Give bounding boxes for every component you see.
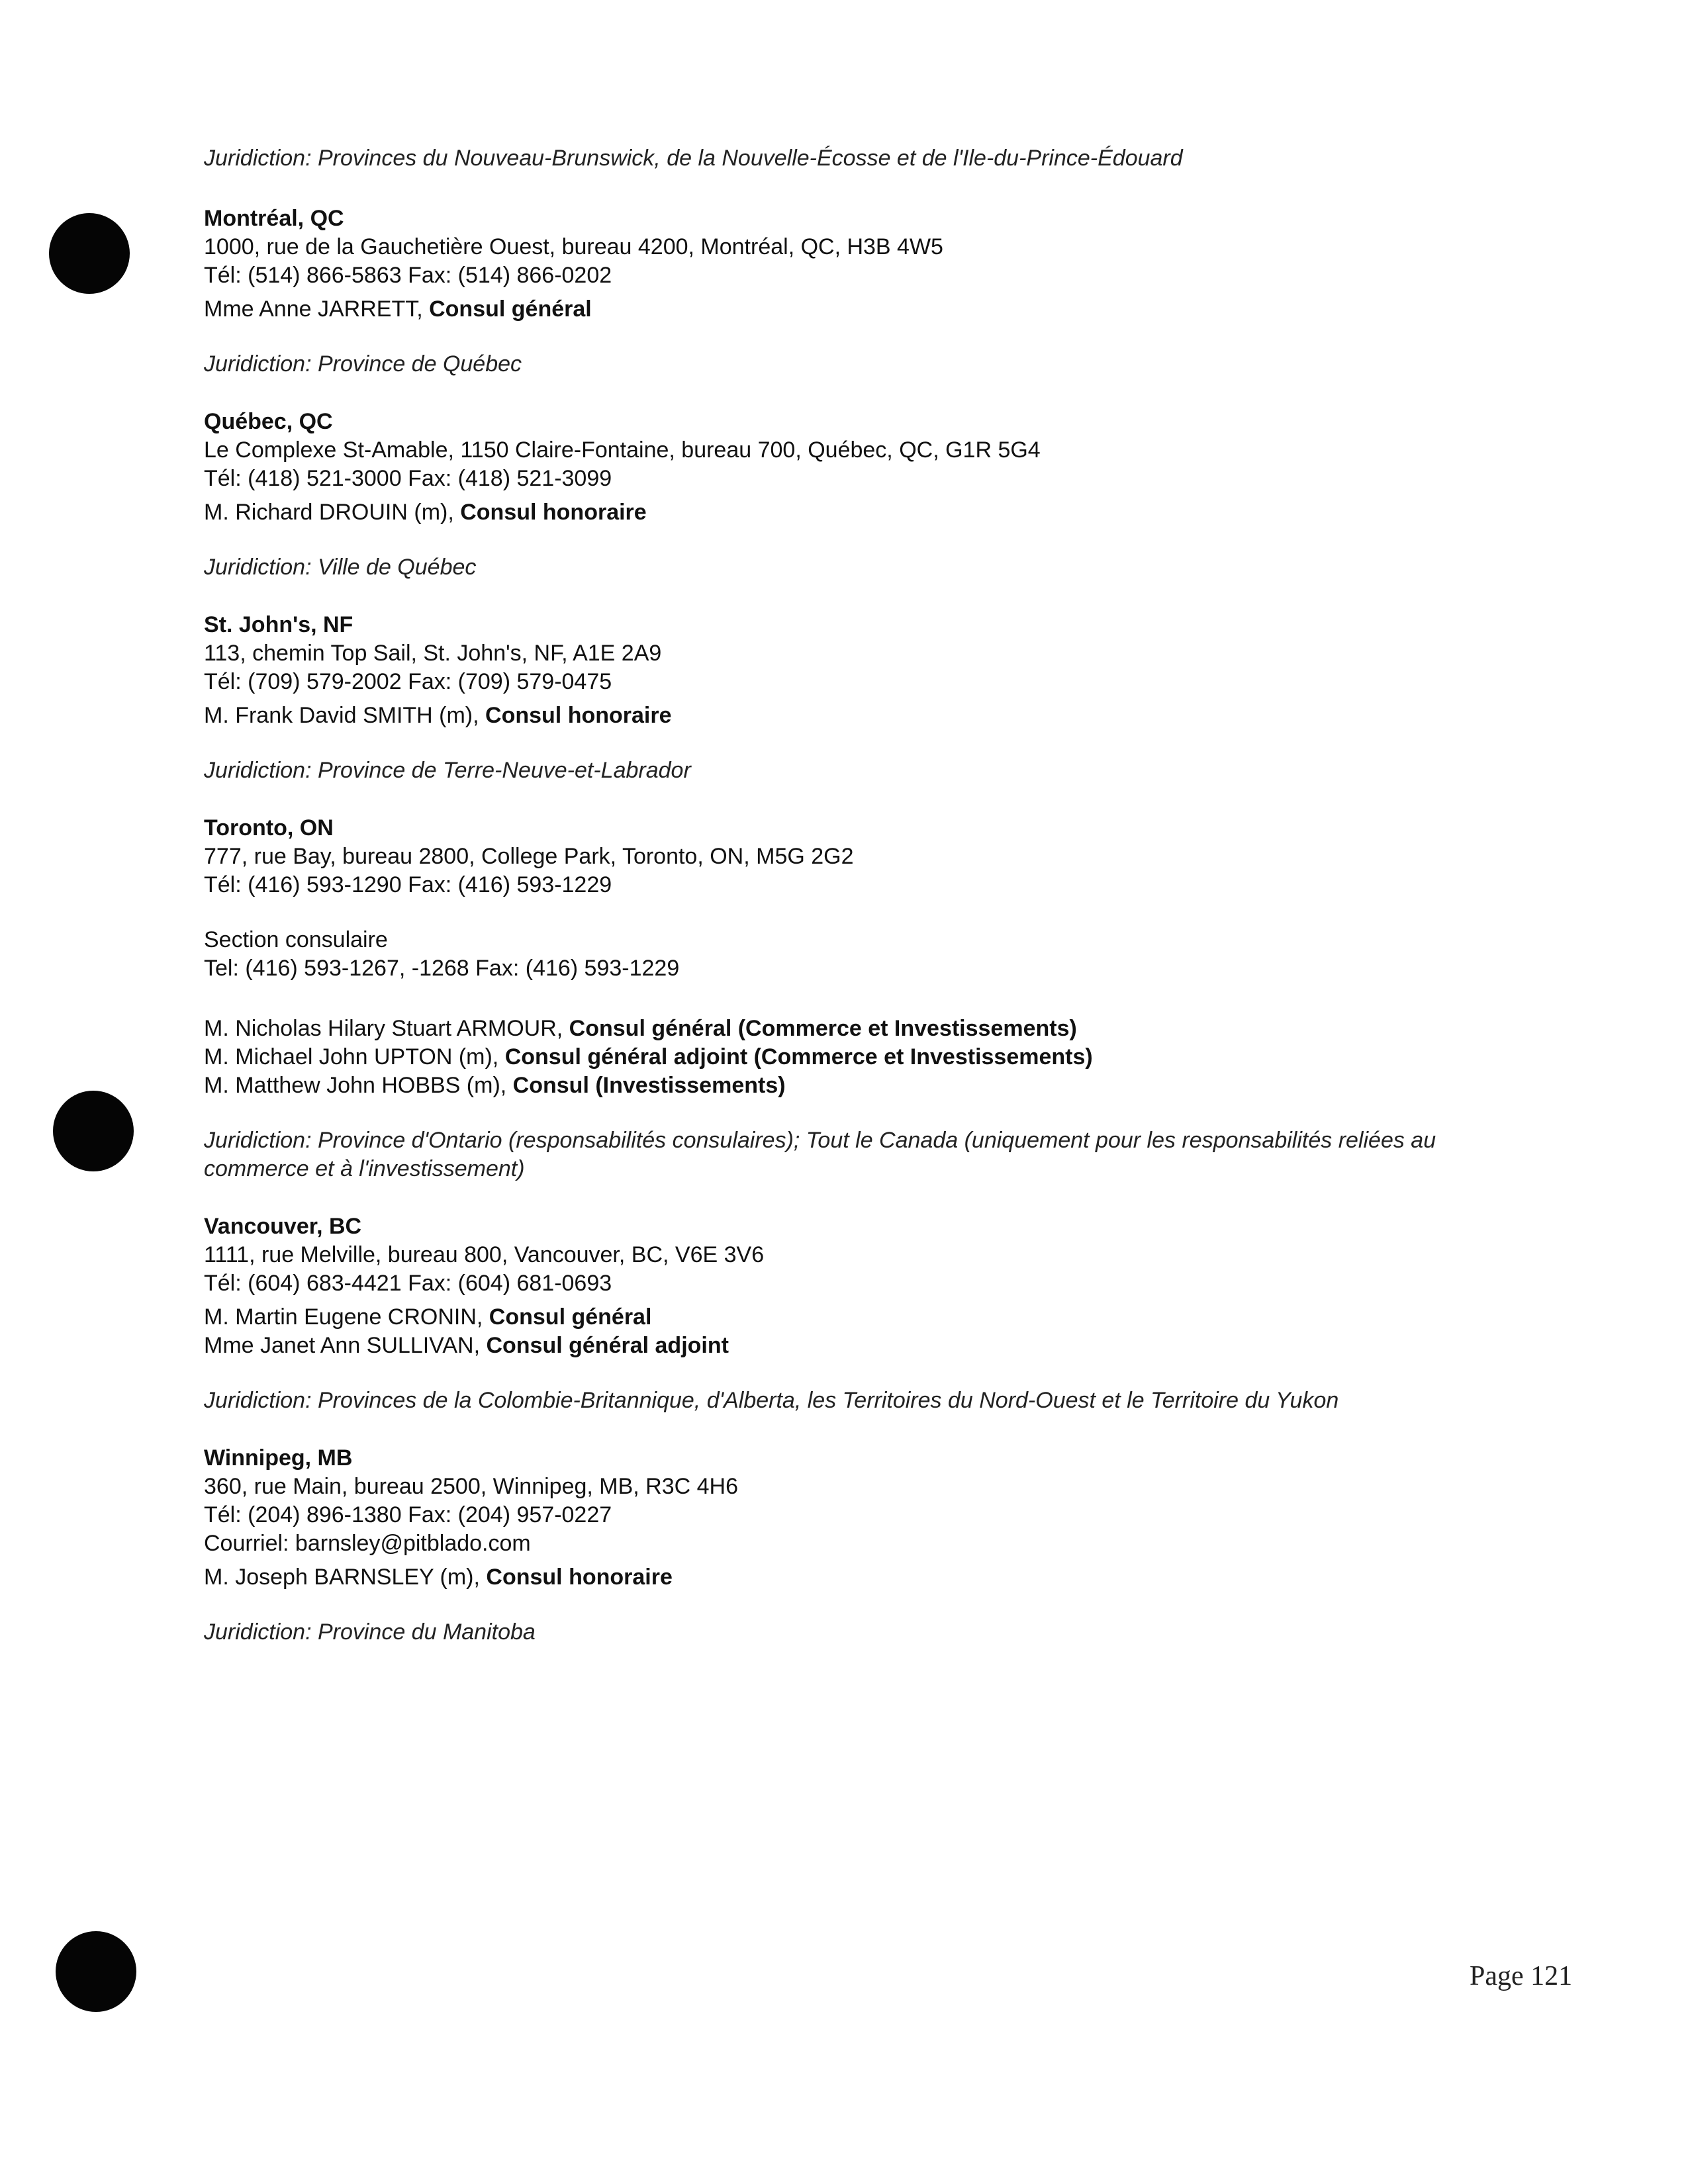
page-number: Page 121 — [1470, 1961, 1573, 1991]
official-name: M. Richard DROUIN (m), — [204, 500, 461, 525]
official-name: M. Martin Eugene CRONIN, — [204, 1304, 489, 1330]
jurisdiction: Juridiction: Province d'Ontario (responsabilités consulaires); Tout le Canada (uniquement pour les responsabilités reliées au commerce et à l'investissement) — [204, 1128, 1436, 1181]
official-title: Consul honoraire — [486, 1565, 673, 1590]
official-title: Consul honoraire — [485, 703, 672, 728]
city-heading: St. John's, NF — [204, 612, 353, 637]
punch-hole-bottom — [56, 1931, 136, 2012]
official-title: Consul général — [489, 1304, 652, 1330]
officials — [204, 498, 1594, 527]
consulate-list — [204, 144, 1594, 1676]
consulate-entry-quebec — [204, 408, 1594, 582]
section-phone-fax: Tel: (416) 593-1267, -1268 Fax: (416) 593-1229 — [204, 956, 680, 981]
city-heading: Montréal, QC — [204, 206, 344, 231]
consulate-entry-st-johns — [204, 611, 1594, 785]
consulate-entry-vancouver — [204, 1212, 1594, 1415]
punch-hole-middle — [53, 1091, 134, 1171]
official-name: M. Joseph BARNSLEY (m), — [204, 1565, 487, 1590]
official — [204, 1332, 1594, 1360]
city-heading: Toronto, ON — [204, 815, 334, 841]
official-name: Mme Janet Ann SULLIVAN, — [204, 1333, 487, 1358]
address: 1111, rue Melville, bureau 800, Vancouver, BC, V6E 3V6 — [204, 1242, 765, 1267]
officials — [204, 1015, 1594, 1100]
official — [204, 702, 1594, 730]
official-title: Consul (Investissements) — [512, 1073, 786, 1098]
city-heading: Winnipeg, MB — [204, 1445, 353, 1471]
jurisdiction: Juridiction: Provinces de la Colombie-Britannique, d'Alberta, les Territoires du Nord-Ouest et le Territoire du Yukon — [204, 1388, 1339, 1413]
officials — [204, 1303, 1594, 1360]
official-name: M. Matthew John HOBBS (m), — [204, 1073, 513, 1098]
phone-fax: Tél: (416) 593-1290 Fax: (416) 593-1229 — [204, 872, 612, 897]
jurisdiction: Juridiction: Province du Manitoba — [204, 1619, 536, 1645]
official-title: Consul général (Commerce et Investissements) — [569, 1016, 1077, 1041]
jurisdiction: Juridiction: Province de Québec — [204, 351, 522, 377]
jurisdiction-top: Juridiction: Provinces du Nouveau-Brunswick, de la Nouvelle-Écosse et de l'Ile-du-Prince-Édouard — [204, 146, 1183, 171]
official — [204, 1043, 1594, 1071]
email: Courriel: barnsley@pitblado.com — [204, 1531, 531, 1556]
official-name: M. Frank David SMITH (m), — [204, 703, 486, 728]
address: Le Complexe St-Amable, 1150 Claire-Fontaine, bureau 700, Québec, QC, G1R 5G4 — [204, 437, 1041, 463]
consulate-entry-toronto — [204, 814, 1594, 1183]
official-name: Mme Anne JARRETT, — [204, 296, 430, 322]
official — [204, 1015, 1594, 1043]
consulate-entry-montreal — [204, 205, 1594, 379]
jurisdiction: Juridiction: Province de Terre-Neuve-et-Labrador — [204, 758, 691, 783]
jurisdiction: Juridiction: Ville de Québec — [204, 555, 477, 580]
address: 113, chemin Top Sail, St. John's, NF, A1E 2A9 — [204, 641, 662, 666]
phone-fax: Tél: (418) 521-3000 Fax: (418) 521-3099 — [204, 466, 612, 491]
officials — [204, 1563, 1594, 1592]
official-name: M. Michael John UPTON (m), — [204, 1044, 505, 1069]
address: 360, rue Main, bureau 2500, Winnipeg, MB, R3C 4H6 — [204, 1474, 739, 1499]
official-title: Consul honoraire — [460, 500, 647, 525]
address: 777, rue Bay, bureau 2800, College Park, Toronto, ON, M5G 2G2 — [204, 844, 854, 869]
official-name: M. Nicholas Hilary Stuart ARMOUR, — [204, 1016, 569, 1041]
official — [204, 1303, 1594, 1332]
official — [204, 1071, 1594, 1100]
phone-fax: Tél: (604) 683-4421 Fax: (604) 681-0693 — [204, 1271, 612, 1296]
official-title: Consul général — [429, 296, 592, 322]
official — [204, 295, 1594, 324]
officials — [204, 702, 1594, 730]
city-heading: Québec, QC — [204, 409, 333, 434]
official — [204, 1563, 1594, 1592]
phone-fax: Tél: (709) 579-2002 Fax: (709) 579-0475 — [204, 669, 612, 694]
address: 1000, rue de la Gauchetière Ouest, bureau 4200, Montréal, QC, H3B 4W5 — [204, 234, 943, 259]
official — [204, 498, 1594, 527]
phone-fax: Tél: (204) 896-1380 Fax: (204) 957-0227 — [204, 1502, 612, 1527]
punch-hole-top — [49, 213, 130, 294]
city-heading: Vancouver, BC — [204, 1214, 362, 1239]
consulate-entry-winnipeg — [204, 1444, 1594, 1647]
phone-fax: Tél: (514) 866-5863 Fax: (514) 866-0202 — [204, 263, 612, 288]
section-label: Section consulaire — [204, 927, 388, 952]
officials — [204, 295, 1594, 324]
official-title: Consul général adjoint — [486, 1333, 729, 1358]
official-title: Consul général adjoint (Commerce et Investissements) — [504, 1044, 1093, 1069]
